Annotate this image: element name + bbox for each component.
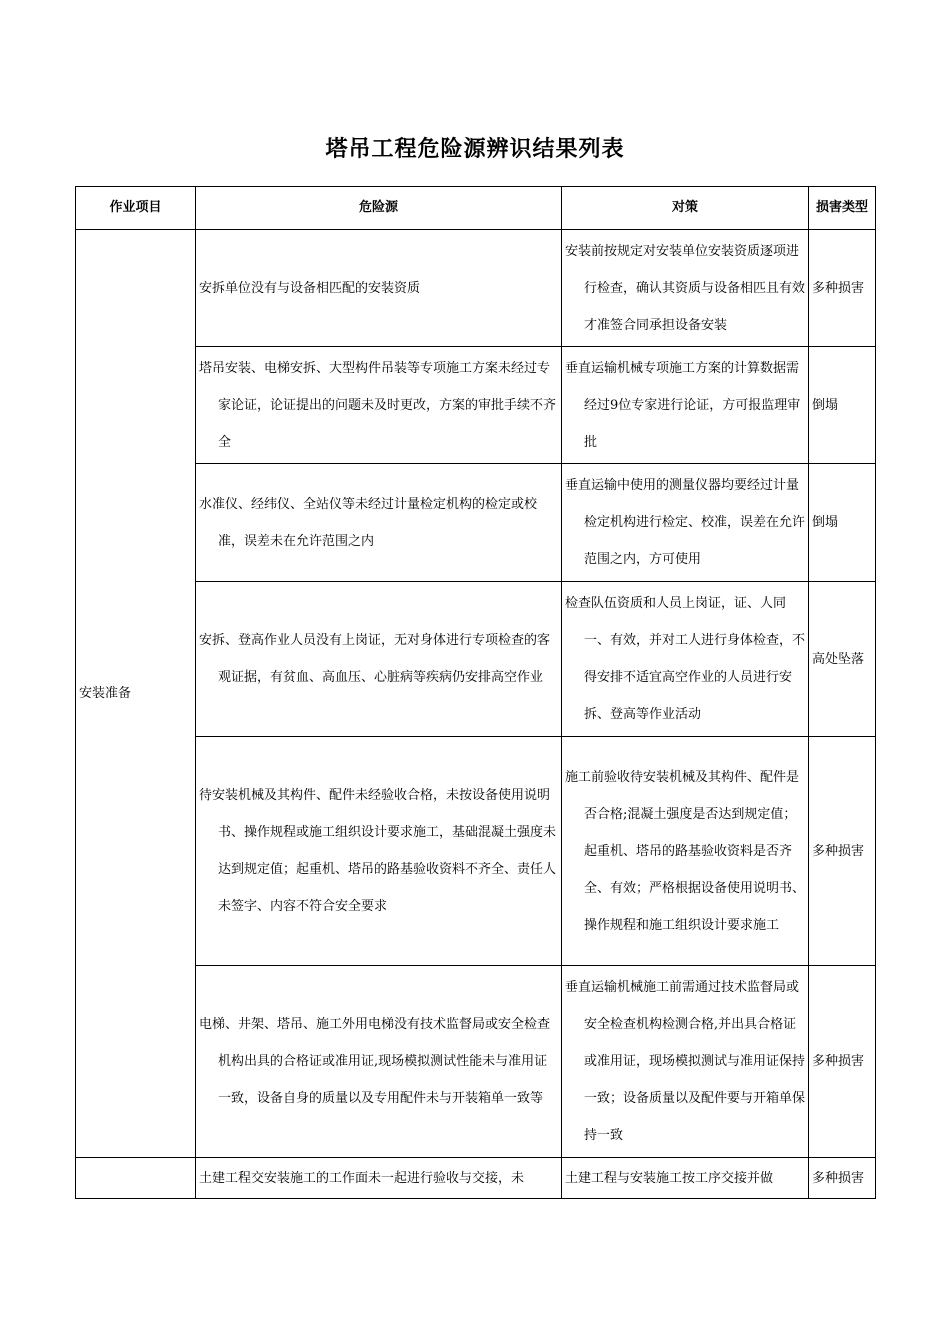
table-header-row	[76, 187, 876, 230]
hazard-cell: 待安装机械及其构件、配件未经验收合格，未按设备使用说明书、操作规程或施工组织设计要求施工，基础混凝土强度未达到规定值；起重机、塔吊的路基验收资料不齐全、责任人未签字、内容不符合安全要求	[196, 737, 562, 966]
measure-cell: 施工前验收待安装机械及其构件、配件是否合格;混凝土强度是否达到规定值；起重机、塔吊的路基验收资料是否齐全、有效；严格根据设备使用说明书、操作规程和施工组织设计要求施工	[562, 737, 809, 966]
table-row	[76, 966, 876, 1158]
damage-type-cell: 多种损害	[809, 230, 876, 347]
damage-type-cell: 倒塌	[809, 347, 876, 464]
column-header-hazard: 危险源	[196, 187, 562, 230]
column-header-measure: 对策	[562, 187, 809, 230]
measure-cell: 检查队伍资质和人员上岗证，证、人同一、有效，并对工人进行身体检查，不得安排不适宜高空作业的人员进行安拆、登高等作业活动	[562, 582, 809, 737]
column-header-damage-type: 损害类型	[809, 187, 876, 230]
damage-type-cell: 多种损害	[809, 1158, 876, 1199]
hazard-cell: 土建工程交安装施工的工作面未一起进行验收与交接，未	[196, 1158, 562, 1199]
damage-type-cell: 多种损害	[809, 737, 876, 966]
table-row	[76, 230, 876, 347]
measure-cell: 安装前按规定对安装单位安装资质逐项进行检查，确认其资质与设备相匹且有效才准签合同承担设备安装	[562, 230, 809, 347]
page-title: 塔吊工程危险源辨识结果列表	[325, 137, 625, 162]
table-row	[76, 737, 876, 966]
hazard-cell: 安拆、登高作业人员没有上岗证，无对身体进行专项检查的客观证据，有贫血、高血压、心脏病等疾病仍安排高空作业	[196, 582, 562, 737]
table-row	[76, 1158, 876, 1199]
measure-cell: 垂直运输机械施工前需通过技术监督局或安全检查机构检测合格,并出具合格证或准用证，现场模拟测试与准用证保持一致；设备质量以及配件要与开箱单保持一致	[562, 966, 809, 1158]
table-row	[76, 464, 876, 582]
damage-type-cell: 倒塌	[809, 464, 876, 582]
measure-cell: 土建工程与安装施工按工序交接并做	[562, 1158, 809, 1199]
column-header-work-item: 作业项目	[76, 187, 196, 230]
table-row	[76, 347, 876, 464]
damage-type-cell: 高处坠落	[809, 582, 876, 737]
measure-cell: 垂直运输中使用的测量仪器均要经过计量检定机构进行检定、校准，误差在允许范围之内，方可使用	[562, 464, 809, 582]
measure-cell: 垂直运输机械专项施工方案的计算数据需经过9位专家进行论证，方可报监理审批	[562, 347, 809, 464]
hazard-cell: 安拆单位没有与设备相匹配的安装资质	[196, 230, 562, 347]
hazard-table	[75, 186, 876, 1199]
hazard-cell: 水准仪、经纬仪、全站仪等未经过计量检定机构的检定或校准，误差未在允许范围之内	[196, 464, 562, 582]
damage-type-cell: 多种损害	[809, 966, 876, 1158]
hazard-cell: 塔吊安装、电梯安拆、大型构件吊装等专项施工方案未经过专家论证，论证提出的问题未及时更改，方案的审批手续不齐全	[196, 347, 562, 464]
table-row	[76, 582, 876, 737]
work-item-cell: 安装准备	[76, 230, 196, 1158]
work-item-cell	[76, 1158, 196, 1199]
hazard-cell: 电梯、井架、塔吊、施工外用电梯没有技术监督局或安全检查机构出具的合格证或准用证,现场模拟测试性能未与准用证一致，设备自身的质量以及专用配件未与开装箱单一致等	[196, 966, 562, 1158]
